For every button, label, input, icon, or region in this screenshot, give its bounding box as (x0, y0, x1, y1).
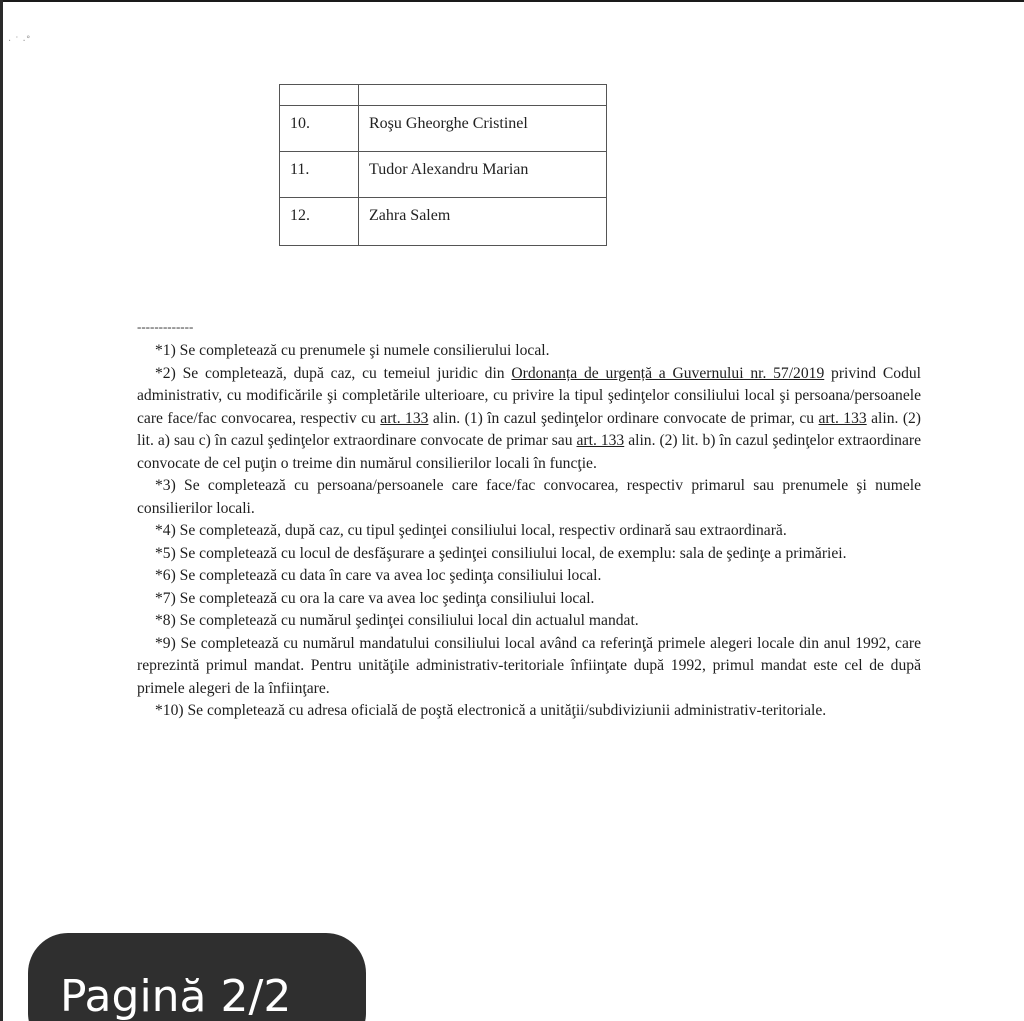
footnote-9: *9) Se completează cu numărul mandatului consiliului local având ca referinţă primele alegeri locale din anul 1992, care reprezintă primul mandat. Pentru unităţile administrativ-teritoriale înfiinţate după 1992, primul mandat este cel de după primele alegeri de la înfiinţare. (137, 634, 921, 697)
councillors-table (279, 84, 607, 246)
table-cell (359, 85, 607, 106)
footnotes-block (137, 340, 921, 723)
footnote-2-text: alin. (1) în cazul şedinţelor ordinare convocate de primar, cu (428, 409, 819, 427)
footnote-3: *3) Se completează cu persoana/persoanele care face/fac convocarea, respectiv primarul sau prenumele şi numele consilierilor locali. (137, 477, 921, 517)
row-name: Zahra Salem (359, 198, 607, 246)
table-header-row (280, 85, 607, 106)
link-art-133[interactable]: art. 133 (818, 409, 867, 427)
footnote-4: *4) Se completează, după caz, cu tipul şedinţei consiliului local, respectiv ordinară sau extraordinară. (155, 522, 787, 539)
page-indicator-badge (28, 933, 366, 1021)
row-name: Roşu Gheorghe Cristinel (359, 106, 607, 152)
footnote-2 (137, 363, 921, 476)
footnote-5: *5) Se completează cu locul de desfăşurare a şedinţei consiliului local, de exemplu: sala de şedinţe a primăriei. (155, 544, 847, 562)
link-ordonanta[interactable]: Ordonanța de urgență a Guvernului nr. 57/2019 (511, 364, 825, 382)
footnote-2-text: alin. (2) lit. a) sau c) în cazul şedinţelor extraordinare convocate de primar sau (137, 409, 921, 449)
link-art-133[interactable]: art. 133 (380, 409, 429, 427)
table-row (280, 152, 607, 198)
footnote-2-text: *2) Se completează, după caz, cu temeiul juridic din (155, 364, 512, 382)
footnote-2-text: alin. (2) lit. b) în cazul şedinţelor extraordinare convocate de cel puţin o treime din numărul consilierilor locali în funcţie. (137, 432, 921, 472)
frame-top-border (0, 0, 1024, 6)
footnote-2-text: privind Codul administrativ, cu modificările şi completările ulterioare, cu privire la tipul şedinţelor consiliului local şi persoana/persoanele care face/fac convocarea, respectiv cu (137, 364, 921, 427)
frame-left-border (0, 0, 3, 1021)
footnote-10: *10) Se completează cu adresa oficială de poştă electronică a unităţii/subdiviziunii administrativ-teritoriale. (155, 702, 827, 719)
table-row (280, 106, 607, 152)
row-number: 10. (280, 106, 359, 152)
link-art-133[interactable]: art. 133 (576, 432, 625, 449)
row-name: Tudor Alexandru Marian (359, 152, 607, 198)
table-row (280, 198, 607, 246)
footnote-1: *1) Se completează cu prenumele şi numele consilierului local. (155, 342, 550, 359)
footnote-separator: ------------- (137, 319, 194, 334)
scan-specks: · ˙ ·˚ (8, 36, 31, 47)
table-cell (280, 85, 359, 106)
footnote-7: *7) Se completează cu ora la care va avea loc şedinţa consiliului local. (155, 589, 595, 607)
footnote-6: *6) Se completează cu data în care va avea loc şedinţa consiliului local. (155, 567, 602, 584)
footnote-8: *8) Se completează cu numărul şedinţei consiliului local din actualul mandat. (155, 612, 639, 629)
row-number: 11. (280, 152, 359, 198)
page-indicator-label: Pagină 2/2 (60, 971, 292, 1021)
row-number: 12. (280, 198, 359, 246)
